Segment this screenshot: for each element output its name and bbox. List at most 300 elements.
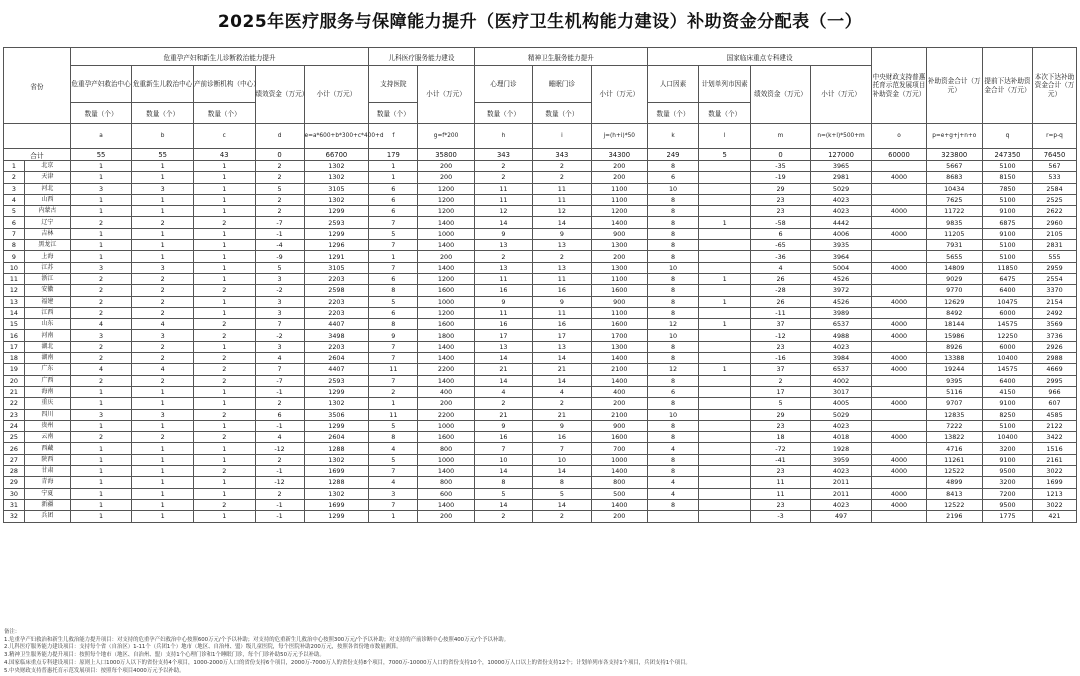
- table-row: [4, 443, 1077, 454]
- province-name: 湖南: [24, 353, 70, 364]
- table-cell: 6000: [982, 341, 1032, 352]
- table-cell: 2525: [1033, 194, 1077, 205]
- table-cell: 60000: [872, 149, 926, 161]
- table-cell: -58: [751, 217, 810, 228]
- table-cell: 1300: [591, 240, 647, 251]
- table-cell: 9: [474, 420, 532, 431]
- table-cell: -11: [751, 307, 810, 318]
- table-cell: 1200: [418, 183, 474, 194]
- table-cell: 5: [369, 420, 418, 431]
- notes-section: [4, 629, 1076, 675]
- table-cell: 12522: [926, 466, 982, 477]
- table-cell: 343: [474, 149, 532, 161]
- table-cell: 800: [418, 443, 474, 454]
- table-cell: 6: [369, 194, 418, 205]
- table-cell: 3022: [1033, 499, 1077, 510]
- row-index: 23: [4, 409, 25, 420]
- table-cell: 55: [70, 149, 132, 161]
- table-cell: 1: [193, 307, 255, 318]
- table-cell: 12: [533, 206, 591, 217]
- table-row: [4, 183, 1077, 194]
- table-cell: 3: [70, 330, 132, 341]
- table-cell: 4000: [872, 488, 926, 499]
- table-cell: 10: [474, 454, 532, 465]
- table-cell: 11: [533, 183, 591, 194]
- table-cell: 7: [369, 262, 418, 273]
- table-cell: 1302: [304, 398, 369, 409]
- table-cell: 13822: [926, 432, 982, 443]
- table-cell: 3736: [1033, 330, 1077, 341]
- table-cell: 14: [533, 499, 591, 510]
- table-cell: 6: [751, 228, 810, 239]
- province-name: 上海: [24, 251, 70, 262]
- table-cell: [699, 511, 751, 522]
- header-code-f: f: [369, 124, 418, 149]
- table-cell: 1000: [418, 454, 474, 465]
- table-cell: 5: [369, 228, 418, 239]
- table-cell: [699, 466, 751, 477]
- table-cell: 2: [70, 296, 132, 307]
- row-index: 20: [4, 375, 25, 386]
- table-cell: 1400: [418, 341, 474, 352]
- table-cell: 1800: [418, 330, 474, 341]
- table-cell: 600: [418, 488, 474, 499]
- table-row: [4, 319, 1077, 330]
- table-cell: 200: [591, 511, 647, 522]
- table-cell: 16: [533, 319, 591, 330]
- table-cell: 4000: [872, 319, 926, 330]
- table-cell: -4: [255, 240, 304, 251]
- note-3: 3.精神卫生服务能力提升项目：按照每个地市（地区、自治州、盟）支持1个心理门诊和1个睡眠门诊，每个门诊补助50万元予以补助。: [4, 652, 325, 659]
- table-cell: 5: [699, 149, 751, 161]
- table-cell: 200: [418, 172, 474, 183]
- table-cell: -1: [255, 386, 304, 397]
- table-row: [4, 161, 1077, 172]
- table-cell: 14: [474, 499, 532, 510]
- table-cell: -41: [751, 454, 810, 465]
- header-code-p: p=e+g+j+n+o: [926, 124, 982, 149]
- table-cell: [699, 194, 751, 205]
- table-row: [4, 240, 1077, 251]
- table-cell: 1000: [591, 454, 647, 465]
- table-cell: 7: [369, 466, 418, 477]
- table-cell: 1: [70, 228, 132, 239]
- table-cell: 5667: [926, 161, 982, 172]
- table-cell: 2: [193, 353, 255, 364]
- table-cell: 900: [591, 296, 647, 307]
- table-cell: 23: [751, 499, 810, 510]
- table-cell: 4: [474, 386, 532, 397]
- table-cell: 1: [193, 296, 255, 307]
- table-cell: 9: [533, 420, 591, 431]
- table-cell: 2: [533, 398, 591, 409]
- header-qty-c: 数量（个）: [193, 103, 255, 124]
- table-cell: 11: [474, 194, 532, 205]
- table-cell: 1400: [418, 375, 474, 386]
- table-cell: 2: [533, 511, 591, 522]
- table-cell: 4006: [810, 228, 872, 239]
- table-row: [4, 409, 1077, 420]
- table-cell: 9835: [926, 217, 982, 228]
- table-row: [4, 296, 1077, 307]
- table-cell: 11: [474, 273, 532, 284]
- table-row: [4, 398, 1077, 409]
- row-index: 11: [4, 273, 25, 284]
- table-cell: 1600: [591, 432, 647, 443]
- table-cell: 1302: [304, 172, 369, 183]
- table-cell: 9395: [926, 375, 982, 386]
- table-cell: 4000: [872, 172, 926, 183]
- table-cell: 4005: [810, 398, 872, 409]
- table-cell: [699, 353, 751, 364]
- table-cell: 1288: [304, 443, 369, 454]
- row-index: 24: [4, 420, 25, 431]
- table-cell: 13: [533, 341, 591, 352]
- table-cell: 1: [132, 172, 194, 183]
- row-index: 8: [4, 240, 25, 251]
- table-cell: 37: [751, 319, 810, 330]
- table-cell: 200: [418, 398, 474, 409]
- table-cell: -72: [751, 443, 810, 454]
- table-cell: 21: [533, 409, 591, 420]
- province-name: 宁夏: [24, 488, 70, 499]
- table-cell: 1200: [418, 206, 474, 217]
- table-row: [4, 341, 1077, 352]
- table-cell: 4000: [872, 499, 926, 510]
- table-cell: 3: [255, 273, 304, 284]
- table-cell: 1: [132, 488, 194, 499]
- table-cell: 2: [132, 432, 194, 443]
- table-cell: 14: [474, 375, 532, 386]
- table-cell: 35800: [418, 149, 474, 161]
- table-cell: [872, 375, 926, 386]
- table-cell: 4023: [810, 341, 872, 352]
- table-cell: 2593: [304, 217, 369, 228]
- total-label: 合计: [4, 149, 71, 161]
- header-code-i: i: [533, 124, 591, 149]
- table-cell: 23: [751, 194, 810, 205]
- table-cell: 2: [193, 466, 255, 477]
- table-cell: 8: [647, 285, 698, 296]
- table-cell: 4: [647, 477, 698, 488]
- table-cell: [699, 341, 751, 352]
- table-cell: 16: [474, 319, 532, 330]
- province-name: 兵团: [24, 511, 70, 522]
- table-cell: 1: [369, 172, 418, 183]
- header-n: 小计（万元）: [810, 66, 872, 124]
- table-cell: 17: [751, 386, 810, 397]
- header-advance-total: 提前下达补助资金合计（万元）: [982, 48, 1032, 124]
- header-this-total: 本次下达补助资金合计（万元）: [1033, 48, 1077, 124]
- table-cell: 1100: [591, 194, 647, 205]
- table-cell: 9: [533, 228, 591, 239]
- table-cell: 4000: [872, 262, 926, 273]
- table-cell: 14: [533, 375, 591, 386]
- table-cell: [699, 228, 751, 239]
- header-code-m: m: [751, 124, 810, 149]
- table-cell: 200: [591, 161, 647, 172]
- table-cell: 3: [369, 488, 418, 499]
- table-cell: 2203: [304, 296, 369, 307]
- table-cell: 1: [193, 386, 255, 397]
- table-cell: 2: [533, 251, 591, 262]
- table-cell: 567: [1033, 161, 1077, 172]
- table-cell: 3: [132, 183, 194, 194]
- table-cell: 1296: [304, 240, 369, 251]
- table-cell: 2200: [418, 364, 474, 375]
- table-cell: 6: [255, 409, 304, 420]
- table-cell: 2604: [304, 353, 369, 364]
- table-cell: 1299: [304, 386, 369, 397]
- table-cell: 3964: [810, 251, 872, 262]
- table-cell: 1: [699, 319, 751, 330]
- table-cell: 1: [699, 217, 751, 228]
- table-cell: 13: [474, 262, 532, 273]
- table-cell: 1: [132, 228, 194, 239]
- table-cell: [699, 206, 751, 217]
- table-cell: 4442: [810, 217, 872, 228]
- table-cell: 1300: [591, 262, 647, 273]
- table-cell: 4000: [872, 228, 926, 239]
- table-cell: [699, 420, 751, 431]
- table-cell: 1: [369, 251, 418, 262]
- header-j: 小计（万元）: [591, 66, 647, 124]
- table-cell: 400: [591, 386, 647, 397]
- table-cell: 3022: [1033, 466, 1077, 477]
- row-index: 19: [4, 364, 25, 375]
- table-cell: 11: [533, 307, 591, 318]
- table-cell: 1: [70, 172, 132, 183]
- table-cell: 1: [193, 240, 255, 251]
- table-cell: 2: [193, 319, 255, 330]
- table-cell: 1: [193, 206, 255, 217]
- table-cell: 343: [533, 149, 591, 161]
- table-cell: 4: [70, 319, 132, 330]
- table-cell: 8: [647, 466, 698, 477]
- table-cell: 3: [255, 307, 304, 318]
- table-cell: 3984: [810, 353, 872, 364]
- table-cell: [699, 398, 751, 409]
- table-cell: 1: [132, 194, 194, 205]
- table-cell: [872, 273, 926, 284]
- table-cell: [872, 307, 926, 318]
- table-cell: 4: [647, 443, 698, 454]
- table-cell: [699, 161, 751, 172]
- table-cell: 1300: [591, 341, 647, 352]
- table-cell: 1: [132, 161, 194, 172]
- header-group-pediatric: 儿科医疗服务能力建设: [369, 48, 474, 66]
- table-cell: 18144: [926, 319, 982, 330]
- table-cell: 3200: [982, 443, 1032, 454]
- province-name: 广西: [24, 375, 70, 386]
- table-cell: 5100: [982, 161, 1032, 172]
- table-cell: 2: [193, 217, 255, 228]
- table-cell: 43: [193, 149, 255, 161]
- table-cell: [872, 285, 926, 296]
- table-cell: 76450: [1033, 149, 1077, 161]
- header-g: 小计（万元）: [418, 66, 474, 124]
- table-cell: 1000: [418, 228, 474, 239]
- table-cell: 11: [369, 409, 418, 420]
- table-cell: 5: [255, 183, 304, 194]
- table-cell: 4000: [872, 398, 926, 409]
- table-cell: 7: [369, 375, 418, 386]
- table-cell: 2011: [810, 477, 872, 488]
- table-cell: [872, 409, 926, 420]
- table-cell: 4: [132, 319, 194, 330]
- note-4: 4.国家临床重点专科建设项目：原则上人口1000万人以下的省份支持4个项目，1000-2000万人口的省份支持6个项目，2000万-7000万人的省份支持8个项目，7000万-10000万人口的省份支持10个，10000万人口以上的省份支持12个；计划单列市各支持1个项目，兵团支持1个项目。: [4, 659, 691, 666]
- table-cell: 1: [132, 454, 194, 465]
- table-cell: 1100: [591, 183, 647, 194]
- table-cell: 3: [255, 296, 304, 307]
- table-cell: 900: [591, 420, 647, 431]
- table-cell: 17: [474, 330, 532, 341]
- table-cell: 10400: [982, 432, 1032, 443]
- row-index: 26: [4, 443, 25, 454]
- table-cell: 8: [647, 353, 698, 364]
- province-name: 广东: [24, 364, 70, 375]
- province-name: 江西: [24, 307, 70, 318]
- table-cell: 1000: [418, 296, 474, 307]
- table-row: [4, 307, 1077, 318]
- table-cell: 4: [132, 364, 194, 375]
- table-cell: 1: [132, 420, 194, 431]
- table-cell: 11: [474, 307, 532, 318]
- table-cell: 11: [751, 477, 810, 488]
- table-cell: 2: [255, 206, 304, 217]
- table-cell: 7: [369, 217, 418, 228]
- table-cell: 1: [70, 499, 132, 510]
- table-cell: 1: [193, 398, 255, 409]
- row-index: 30: [4, 488, 25, 499]
- table-cell: 3989: [810, 307, 872, 318]
- table-cell: 2: [132, 273, 194, 284]
- table-cell: 6400: [982, 285, 1032, 296]
- table-cell: 5100: [982, 251, 1032, 262]
- table-cell: -28: [751, 285, 810, 296]
- header-code-g: g=f*200: [418, 124, 474, 149]
- table-cell: 2: [474, 161, 532, 172]
- row-index: 15: [4, 319, 25, 330]
- table-cell: 13: [474, 341, 532, 352]
- header-code-k: k: [647, 124, 698, 149]
- table-cell: 7850: [982, 183, 1032, 194]
- table-cell: 11850: [982, 262, 1032, 273]
- table-cell: 4000: [872, 206, 926, 217]
- row-index: 9: [4, 251, 25, 262]
- table-cell: 6475: [982, 273, 1032, 284]
- table-cell: 1: [193, 183, 255, 194]
- table-cell: 0: [751, 149, 810, 161]
- table-cell: 13: [533, 262, 591, 273]
- table-cell: 7931: [926, 240, 982, 251]
- header-qty-i: 数量（个）: [533, 103, 591, 124]
- table-row: [4, 375, 1077, 386]
- table-cell: 2: [70, 375, 132, 386]
- table-cell: 497: [810, 511, 872, 522]
- table-cell: [647, 511, 698, 522]
- header-m: 绩效资金（万元）: [751, 66, 810, 124]
- table-cell: 13388: [926, 353, 982, 364]
- header-central-childcare: 中央财政支持普惠托育示范发展项目补助资金（万元）: [872, 48, 926, 124]
- table-cell: 8: [647, 420, 698, 431]
- table-cell: 800: [591, 477, 647, 488]
- table-cell: -1: [255, 228, 304, 239]
- table-cell: 1: [132, 398, 194, 409]
- header-group-maternal: 危重孕产妇和新生儿诊断救治能力提升: [70, 48, 369, 66]
- table-cell: 1: [699, 364, 751, 375]
- table-cell: 11722: [926, 206, 982, 217]
- province-name: 天津: [24, 172, 70, 183]
- table-cell: 8: [647, 499, 698, 510]
- table-cell: 1: [70, 488, 132, 499]
- table-cell: 23: [751, 420, 810, 431]
- province-name: 贵州: [24, 420, 70, 431]
- header-code-blank: [4, 124, 71, 149]
- table-cell: 3105: [304, 183, 369, 194]
- table-cell: 2154: [1033, 296, 1077, 307]
- table-cell: 6: [369, 307, 418, 318]
- table-cell: -7: [255, 217, 304, 228]
- table-cell: 1: [193, 262, 255, 273]
- table-cell: 2: [255, 172, 304, 183]
- table-cell: 3370: [1033, 285, 1077, 296]
- row-index: 17: [4, 341, 25, 352]
- header-group-specialty: 国家临床重点专科建设: [647, 48, 871, 66]
- row-index: 7: [4, 228, 25, 239]
- table-cell: 3: [255, 341, 304, 352]
- table-cell: 2: [132, 341, 194, 352]
- table-cell: 1: [193, 454, 255, 465]
- table-cell: 2161: [1033, 454, 1077, 465]
- table-row: [4, 217, 1077, 228]
- row-index: 32: [4, 511, 25, 522]
- table-cell: 2: [132, 375, 194, 386]
- table-cell: 1291: [304, 251, 369, 262]
- table-cell: 2: [132, 285, 194, 296]
- table-cell: 2: [132, 296, 194, 307]
- table-cell: -12: [255, 443, 304, 454]
- table-cell: 1: [70, 161, 132, 172]
- table-cell: 7: [533, 443, 591, 454]
- table-cell: 2: [533, 172, 591, 183]
- table-cell: 1: [193, 341, 255, 352]
- table-cell: 3: [132, 330, 194, 341]
- table-cell: 1100: [591, 307, 647, 318]
- table-cell: 4023: [810, 206, 872, 217]
- header-qty-l: 数量（个）: [699, 103, 751, 124]
- province-name: 湖北: [24, 341, 70, 352]
- table-cell: 1600: [418, 319, 474, 330]
- table-cell: 2604: [304, 432, 369, 443]
- table-cell: 3: [70, 409, 132, 420]
- table-cell: 8413: [926, 488, 982, 499]
- table-cell: 4023: [810, 194, 872, 205]
- table-cell: 1: [70, 443, 132, 454]
- note-1: 1.危重孕产妇救治和新生儿救治能力提升项目：对支持的危重孕产妇救治中心按照600万元/个予以补助；对支持的危重新生儿救治中心按照300万元/个予以补助；对支持的产前诊断中心按照400万元/个予以补助。: [4, 636, 510, 643]
- table-cell: -1: [255, 511, 304, 522]
- table-cell: 10: [647, 183, 698, 194]
- table-cell: 11205: [926, 228, 982, 239]
- notes-label: 备注：: [4, 629, 21, 635]
- table-cell: [699, 251, 751, 262]
- table-cell: 9: [474, 228, 532, 239]
- table-cell: 5100: [982, 194, 1032, 205]
- table-cell: 4023: [810, 466, 872, 477]
- table-cell: 4000: [872, 296, 926, 307]
- table-cell: 3: [70, 262, 132, 273]
- header-a: 危重孕产妇救治中心: [70, 66, 132, 103]
